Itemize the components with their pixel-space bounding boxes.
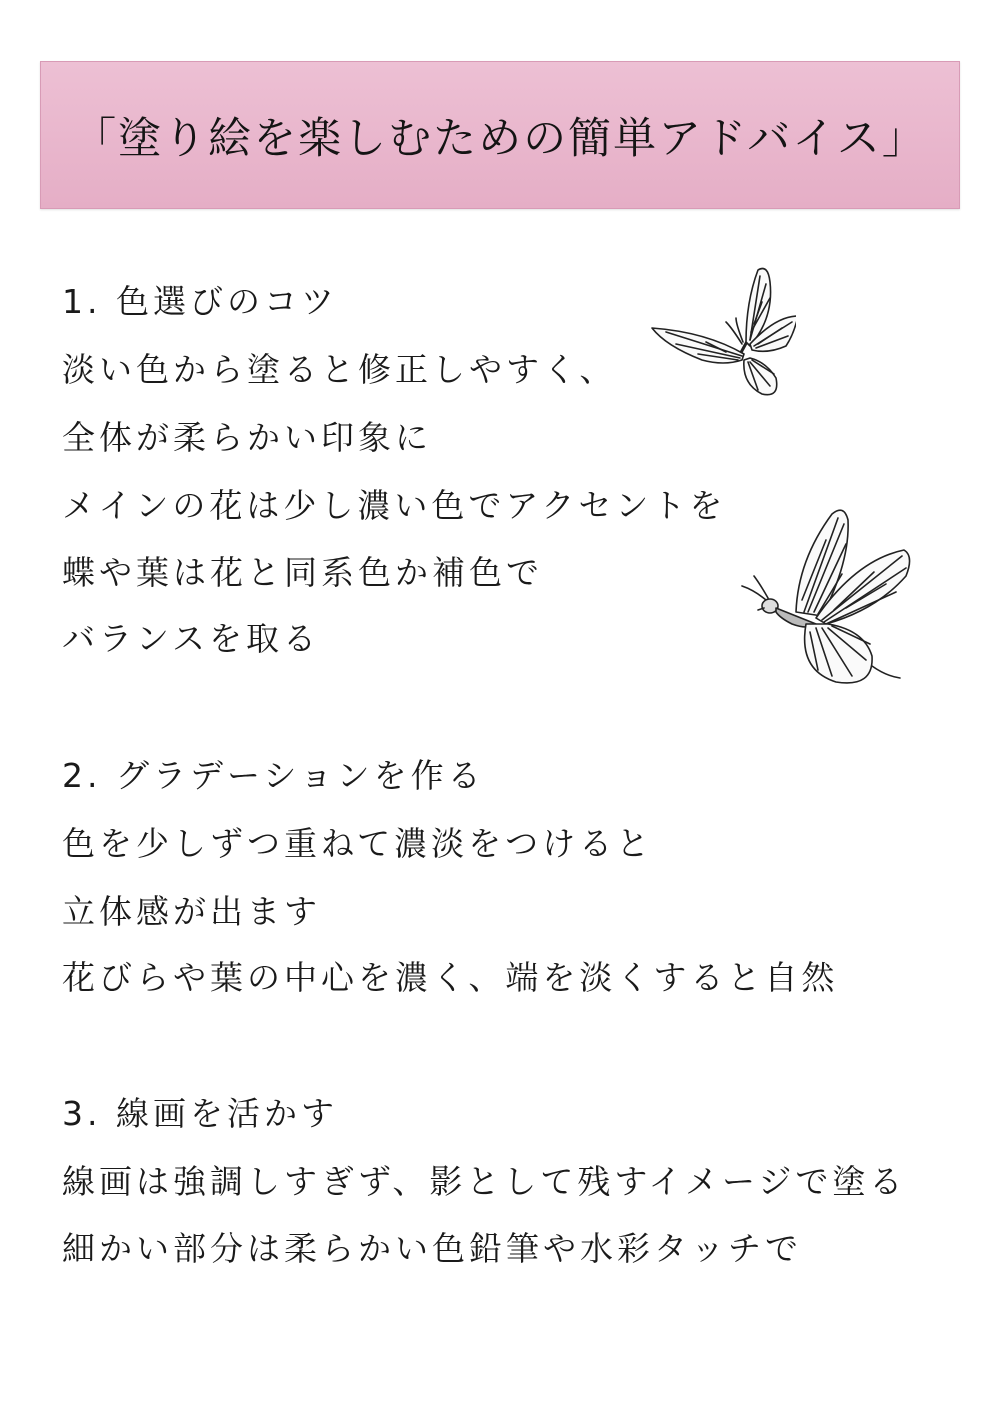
- page-title: 「塗り絵を楽しむための簡単アドバイス」: [73, 113, 927, 164]
- section-1-heading: 1. 色選びのコツ: [62, 282, 338, 321]
- section-1-line-3: メインの花は少し濃い色でアクセントを: [62, 486, 727, 525]
- section-1-line-2: 全体が柔らかい印象に: [62, 418, 432, 457]
- section-1-line-5: バランスを取る: [62, 619, 321, 658]
- section-2-line-2: 立体感が出ます: [62, 892, 321, 931]
- section-2-line-3: 花びらや葉の中心を濃く、端を淡くすると自然: [62, 958, 839, 997]
- section-3-line-1: 線画は強調しすぎず、影として残すイメージで塗る: [62, 1162, 907, 1201]
- section-3-line-2: 細かい部分は柔らかい色鉛筆や水彩タッチで: [62, 1229, 802, 1268]
- section-3-heading: 3. 線画を活かす: [62, 1094, 338, 1133]
- title-banner: [40, 61, 960, 209]
- section-1-line-1: 淡い色から塗ると修正しやすく、: [62, 350, 617, 389]
- section-1-line-4: 蝶や葉は花と同系色か補色で: [62, 553, 543, 592]
- section-2-heading: 2. グラデーションを作る: [62, 756, 485, 795]
- butterfly-icon: [646, 262, 796, 402]
- butterfly-icon: [736, 500, 916, 690]
- section-2-line-1: 色を少しずつ重ねて濃淡をつけると: [62, 824, 654, 863]
